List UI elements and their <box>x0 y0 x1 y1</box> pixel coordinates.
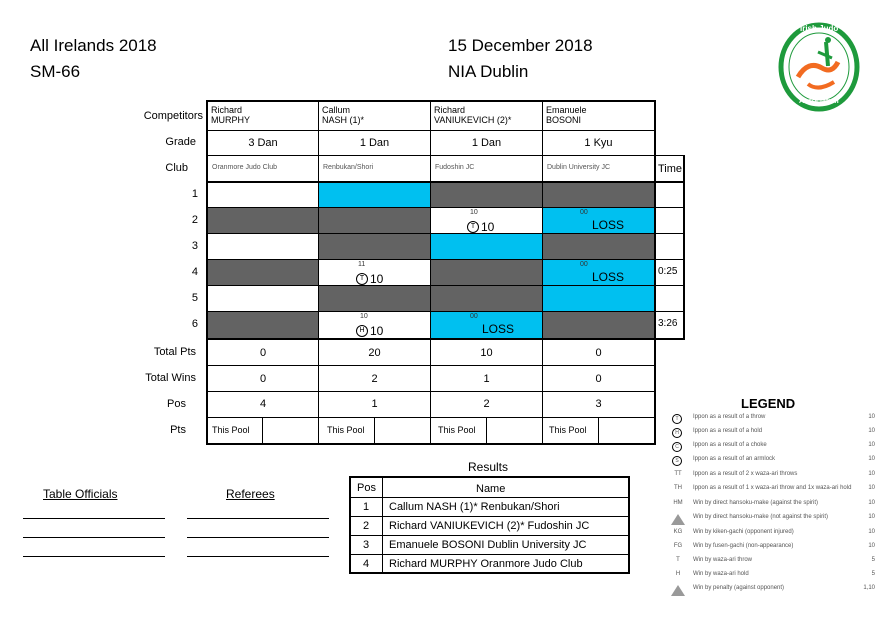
bout-label-2: 2 <box>191 214 198 226</box>
competitor-3-name: Richard VANIUKEVICH (2)* <box>434 105 512 125</box>
throw-icon: T <box>356 273 368 285</box>
bout-label-3: 3 <box>191 240 198 252</box>
competitor-3-total-wins: 1 <box>483 373 490 385</box>
bout-label-4: 4 <box>191 266 198 278</box>
results-col-name: Name <box>476 483 506 495</box>
referees-line-1[interactable] <box>187 518 329 519</box>
legend-item: S Ippon as a result of an armlock 10 <box>670 456 875 470</box>
label-pos: Pos <box>167 398 186 410</box>
competitor-4-pool: This Pool <box>549 425 587 435</box>
competitor-3-pos: 2 <box>483 398 490 410</box>
table-officials-label: Table Officials <box>43 487 118 501</box>
throw-icon: T <box>467 221 479 233</box>
legend-item: Win by direct hansoku-make (not against the spirit) 10 <box>670 514 875 528</box>
results-col-pos: Pos <box>357 482 376 494</box>
bout-4-cell-1 <box>208 260 318 286</box>
results-title: Results <box>468 460 509 474</box>
score-b6-c3-loss: LOSS <box>482 322 515 336</box>
bout-3-cell-4 <box>543 234 654 260</box>
competitor-1-pool: This Pool <box>212 425 250 435</box>
legend-item: TH Ippon as a result of 1 x waza-ari throw and 1x waza-ari hold 10 <box>674 485 875 491</box>
bout-5-cell-3 <box>431 286 542 312</box>
score-b4-c2-small: 11 <box>358 261 366 268</box>
score-b6-c2-small: 10 <box>360 313 368 320</box>
competitor-1-pos: 4 <box>259 398 267 410</box>
label-club: Club <box>165 162 188 174</box>
bout-6-time: 3:26 <box>658 318 678 329</box>
bout-3-cell-3 <box>431 234 542 260</box>
competitor-1-total-wins: 0 <box>259 373 267 385</box>
competitor-1-club: Oranmore Judo Club <box>212 164 277 171</box>
competitor-2-club: Renbukan/Shori <box>323 164 374 171</box>
category-title: SM-66 <box>30 62 81 81</box>
legend-item: T Ippon as a result of a throw 10 <box>670 414 875 428</box>
competitor-2-total-pts: 20 <box>368 347 381 359</box>
event-title: All Irelands 2018 <box>30 36 157 55</box>
label-competitors: Competitors <box>143 110 203 122</box>
score-b2-c3-small: 10 <box>470 209 478 216</box>
competitor-4-name: Emanuele BOSONI <box>546 105 587 125</box>
competitor-2-grade: 1 Dan <box>359 137 390 149</box>
competitor-2-pos: 1 <box>371 398 378 410</box>
triangle-icon <box>671 514 685 525</box>
bout-label-1: 1 <box>191 188 198 200</box>
bout-label-6: 6 <box>191 318 198 330</box>
referees-line-3[interactable] <box>187 556 329 557</box>
competitor-4-grade: 1 Kyu <box>584 137 613 149</box>
legend-item: C Ippon as a result of a choke 10 <box>670 442 875 456</box>
bout-label-5: 5 <box>191 292 198 304</box>
bout-1-cell-4 <box>543 182 654 208</box>
bout-6-cell-4 <box>543 312 654 338</box>
competitor-4-total-pts: 0 <box>595 347 602 359</box>
bout-4-cell-3 <box>431 260 542 286</box>
label-grade: Grade <box>165 136 196 148</box>
result-4-name: Richard MURPHY Oranmore Judo Club <box>389 558 583 570</box>
bout-6-cell-1 <box>208 312 318 338</box>
label-total-pts: Total Pts <box>153 346 196 358</box>
score-b4-c4-small: 00 <box>580 261 588 268</box>
result-2-name: Richard VANIUKEVICH (2)* Fudoshin JC <box>389 520 590 532</box>
legend-item: TT Ippon as a result of 2 x waza-ari throws 10 <box>674 471 875 477</box>
legend-item: Win by penalty (against opponent) 1,10 <box>670 585 875 599</box>
result-1-name: Callum NASH (1)* Renbukan/Shori <box>389 501 560 513</box>
officials-line-2[interactable] <box>23 537 165 538</box>
competitor-1-name: Richard MURPHY <box>211 105 251 125</box>
officials-line-3[interactable] <box>23 556 165 557</box>
competitor-1-grade: 3 Dan <box>248 137 278 149</box>
competitor-4-pos: 3 <box>595 398 602 410</box>
competitor-3-grade: 1 Dan <box>471 137 502 149</box>
score-b6-c2: H 10 <box>356 322 383 340</box>
competitor-2-name: Callum NASH (1)* <box>322 105 365 125</box>
logo-text-bottom: Association <box>799 98 839 105</box>
time-header: Time <box>658 163 683 175</box>
bout-2-cell-2 <box>319 208 430 234</box>
bout-1-cell-2 <box>319 182 430 208</box>
logo-text-top: Irish Judo <box>800 24 839 33</box>
competitor-1-total-pts: 0 <box>259 347 267 359</box>
competitor-2-pool: This Pool <box>327 425 365 435</box>
score-b4-c4-loss: LOSS <box>592 270 625 284</box>
penalty-triangle-icon <box>671 585 685 596</box>
referees-label: Referees <box>226 487 275 501</box>
score-b4-c2: T 10 <box>356 270 383 288</box>
score-b6-c3-small: 00 <box>470 313 478 320</box>
competitor-4-total-wins: 0 <box>595 373 602 385</box>
competitor-4-club: Dublin University JC <box>547 164 611 171</box>
referees-line-2[interactable] <box>187 537 329 538</box>
competitor-3-pool: This Pool <box>438 425 476 435</box>
competitor-3-club: Fudoshin JC <box>435 164 475 171</box>
legend-title: LEGEND <box>741 396 796 411</box>
result-3-pos: 3 <box>363 539 370 551</box>
legend-item: T Win by waza-ari throw 5 <box>676 557 875 563</box>
score-b2-c4-loss: LOSS <box>592 218 625 232</box>
label-pts: Pts <box>170 424 186 436</box>
label-total-wins: Total Wins <box>145 372 196 384</box>
bout-2-cell-1 <box>208 208 318 234</box>
result-1-pos: 1 <box>363 501 370 513</box>
competitor-3-total-pts: 10 <box>480 347 493 359</box>
hold-icon: H <box>356 325 368 337</box>
event-date: 15 December 2018 <box>448 36 593 55</box>
result-3-name: Emanuele BOSONI Dublin University JC <box>389 539 587 551</box>
legend-item: H Ippon as a result of a hold 10 <box>670 428 875 442</box>
event-venue: NIA Dublin <box>448 62 529 81</box>
bout-5-cell-4 <box>543 286 654 312</box>
result-4-pos: 4 <box>363 558 370 570</box>
score-b2-c3: T 10 <box>467 218 494 236</box>
score-b2-c4-small: 00 <box>580 209 588 216</box>
legend-item: FG Win by fusen-gachi (non-appearance) 10 <box>673 543 875 549</box>
officials-line-1[interactable] <box>23 518 165 519</box>
competitor-2-total-wins: 2 <box>371 373 378 385</box>
bout-1-cell-3 <box>431 182 542 208</box>
bout-4-time: 0:25 <box>658 266 678 277</box>
legend-item: HM Win by direct hansoku-make (against the spirit) 10 <box>673 500 875 506</box>
legend-item: KG Win by kiken-gachi (opponent injured) 10 <box>673 529 875 535</box>
bout-5-cell-2 <box>319 286 430 312</box>
legend-item: H Win by waza-ari hold 5 <box>675 571 875 577</box>
bout-3-cell-2 <box>319 234 430 260</box>
result-2-pos: 2 <box>363 520 370 532</box>
